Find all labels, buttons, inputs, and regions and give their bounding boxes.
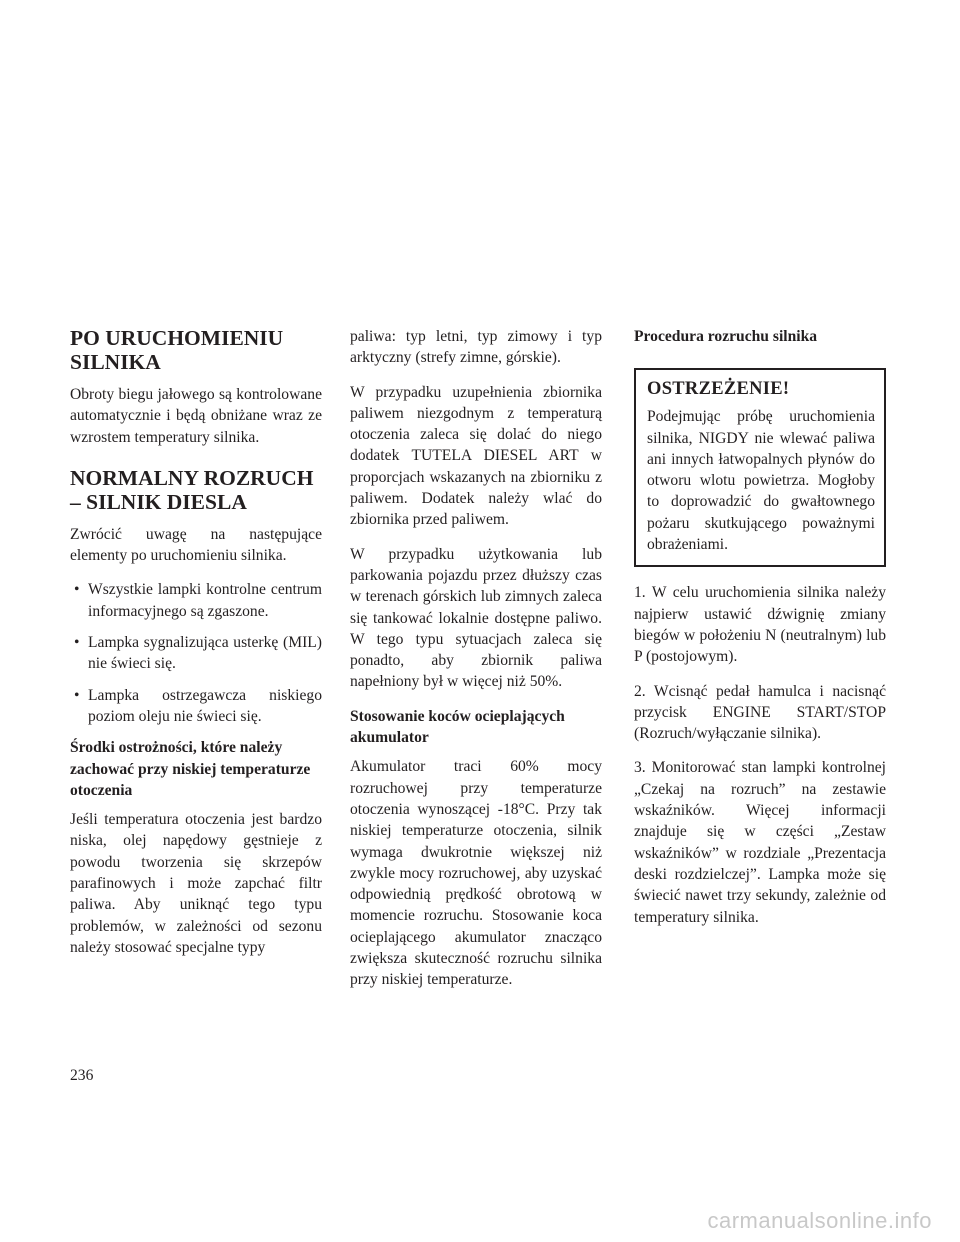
step-item: 2. Wcisnąć pedał hamulca i nacisnąć przycisk ENGINE START/STOP (Rozruch/wyłączanie silnika). [634,682,886,743]
warning-text: Podejmując próbę uruchomienia silnika, NIGDY nie wlewać paliwa ani innych łatwopalnych płynów do otworu wlotu powietrza. Mogłoby to doprowadzić do gwałtownego pożaru skutkującego poważnymi obrażeniami. [647,408,875,554]
column-left [70,326,322,971]
step-item: 1. W celu uruchomienia silnika należy najpierw ustawić dźwignię zmiany biegów w położeniu N (neutralnym) lub P (postojowym). [634,584,886,666]
bullet-icon: • [74,581,80,599]
column-right [634,326,886,941]
paragraph-idle-speed: Obroty biegu jałowego są kontrolowane automatycznie i będą obniżane wraz ze wzrostem temperatury silnika. [70,386,322,446]
list-item: • Wszystkie lampki kontrolne centrum informacyjnego są zgaszone. [74,581,322,620]
column-middle [350,326,602,1004]
watermark: carmanualsonline.info [707,1208,932,1233]
paragraph-additive: W przypadku uzupełnienia zbiornika paliwem niezgodnym z temperaturą otoczenia zaleca się dolać do niego dodatek TUTELA DIESEL ART w proporcjach wskazanych na zbiorniku z paliwem. Dodatek należy wlać do zbiornika przed paliwem. [350,383,602,529]
start-steps [634,582,886,927]
subheading-battery-blanket: Stosowanie koców ocieplających akumulator [350,707,565,747]
step-item: 3. Monitorować stan lampki kontrolnej „Czekaj na rozruch” na zestawie wskaźników. Więcej informacji znajduje się w części „Zestaw wskaźników” w rozdziale „Prezentacja deski rozdzielczej”. Lampka może się świecić nawet trzy sekundy, zależnie od temperatury silnika. [634,759,886,926]
paragraph-fuel-types: paliwa: typ letni, typ zimowy i typ arktyczny (strefy zimne, górskie). [350,328,602,367]
subheading-cold-precautions: Środki ostrożności, które należy zachować przy niskiej temperaturze otoczenia [70,739,311,799]
list-item: • Lampka sygnalizująca usterkę (MIL) nie świeci się. [74,634,322,673]
paragraph-local-fuel: W przypadku użytkowania lub parkowania pojazdu przez dłuższy czas w terenach górskich lub zimnych zaleca się tankować lokalnie dostępne paliwo. W tego typu sytuacjach zaleca się ponadto, aby zbiornik paliwa napełniony był w więcej niż 50%. [350,545,602,691]
page-number: 236 [70,1067,94,1084]
heading-normal-start-diesel: NORMALNY ROZRUCH – SILNIK DIESLA [70,465,314,514]
paragraph-battery: Akumulator traci 60% mocy rozruchowej przy temperaturze otoczenia wynoszącej -18°C. Przy tak niskiej temperaturze otoczenia, silnik wymaga dwukrotnie większej niż zwykle mocy rozruchowej, aby uzyskać odpowiednią prędkość obrotową w momencie rozruchu. Stosowanie koca ocieplającego akumulator znacząco zwiększa skuteczność rozruchu silnika przy niskiej temperaturze. [350,758,602,989]
bullet-icon: • [74,634,80,652]
paragraph-cold-fuel: Jeśli temperatura otoczenia jest bardzo niska, olej napędowy gęstnieje z powodu tworzenia się skrzepów parafinowych i może zapchać filtr paliwa. Aby uniknąć tego typu problemów, w zależności od sezonu należy stosować specjalne typy [70,811,322,956]
paragraph-check-items: Zwrócić uwagę na następujące elementy po uruchomieniu silnika. [70,525,322,565]
heading-after-start: PO URUCHOMIENIU SILNIKA [70,326,284,374]
subheading-start-procedure: Procedura rozruchu silnika [634,328,818,345]
list-item: • Lampka ostrzegawcza niskiego poziom oleju nie świeci się. [74,686,322,725]
warning-title: OSTRZEŻENIE! [647,379,790,400]
warning-box [634,368,886,567]
check-list [70,579,322,727]
bullet-icon: • [74,686,80,704]
